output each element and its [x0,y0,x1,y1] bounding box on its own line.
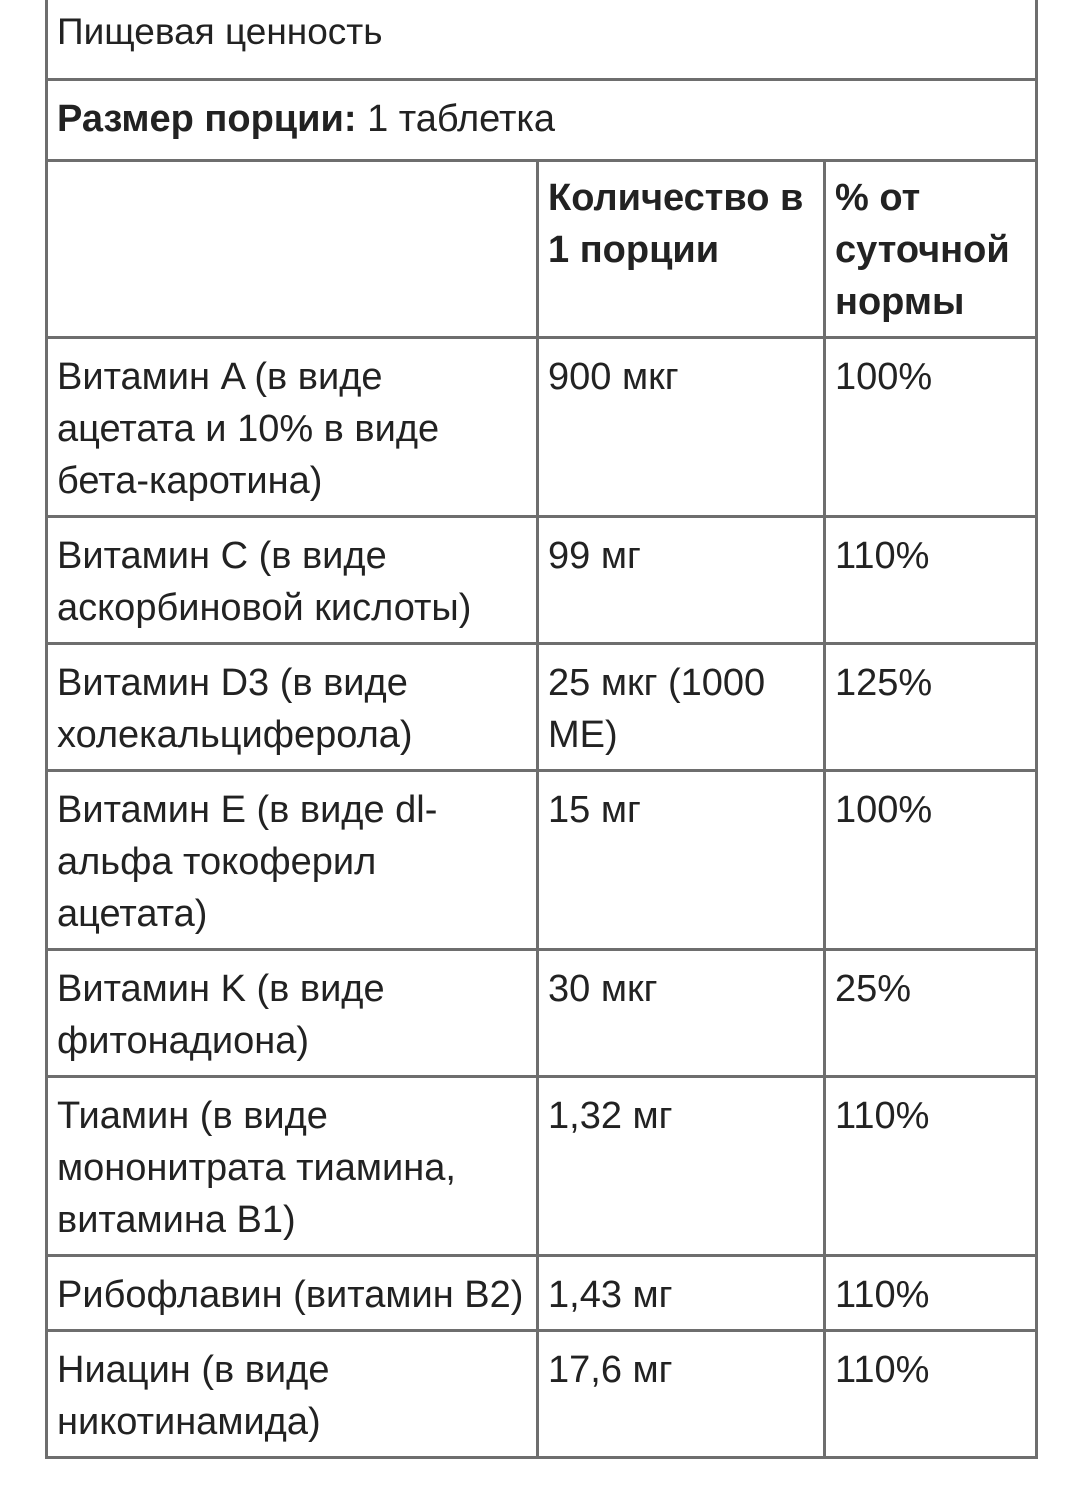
nutrient-amount: 1,32 мг [538,1077,825,1256]
table-row [47,950,1037,1077]
nutrient-amount: 25 мкг (1000 МЕ) [538,644,825,771]
nutrient-dv: 25% [825,950,1037,1077]
nutrient-name: Витамин D3 (в виде холекальциферола) [47,644,538,771]
table-row [47,1077,1037,1256]
table-row [47,1331,1037,1458]
header-nutrient [47,161,538,338]
serving-row [47,80,1037,161]
nutrient-name: Витамин E (в виде dl-альфа токоферил ацетата) [47,771,538,950]
nutrient-name: Витамин A (в виде ацетата и 10% в виде бета-каротина) [47,338,538,517]
table-row [47,771,1037,950]
table-row [47,338,1037,517]
nutrient-dv: 110% [825,1256,1037,1331]
nutrient-dv: 110% [825,1331,1037,1458]
header-daily-value: % от суточной нормы [825,161,1037,338]
nutrient-dv: 110% [825,1077,1037,1256]
nutrient-amount: 900 мкг [538,338,825,517]
nutrient-dv: 125% [825,644,1037,771]
title-row [47,0,1037,80]
nutrient-name: Ниацин (в виде никотинамида) [47,1331,538,1458]
nutrient-dv: 100% [825,771,1037,950]
nutrient-name: Рибофлавин (витамин B2) [47,1256,538,1331]
table-row [47,1256,1037,1331]
nutrient-amount: 1,43 мг [538,1256,825,1331]
header-row [47,161,1037,338]
table-row [47,644,1037,771]
serving-size [47,80,1037,161]
supplement-facts-panel [45,0,1035,1459]
nutrient-dv: 110% [825,517,1037,644]
nutrient-name: Тиамин (в виде мононитрата тиамина, витамина B1) [47,1077,538,1256]
nutrient-dv: 100% [825,338,1037,517]
header-amount: Количество в 1 порции [538,161,825,338]
nutrient-amount: 30 мкг [538,950,825,1077]
table-row [47,517,1037,644]
nutrient-amount: 15 мг [538,771,825,950]
nutrient-amount: 17,6 мг [538,1331,825,1458]
serving-size-value: 1 таблетка [367,98,555,140]
panel-title: Пищевая ценность [47,0,1037,80]
nutrient-name: Витамин K (в виде фитонадиона) [47,950,538,1077]
serving-size-label: Размер порции: [57,98,357,140]
supplement-facts-table [45,0,1038,1459]
nutrient-name: Витамин C (в виде аскорбиновой кислоты) [47,517,538,644]
nutrient-amount: 99 мг [538,517,825,644]
